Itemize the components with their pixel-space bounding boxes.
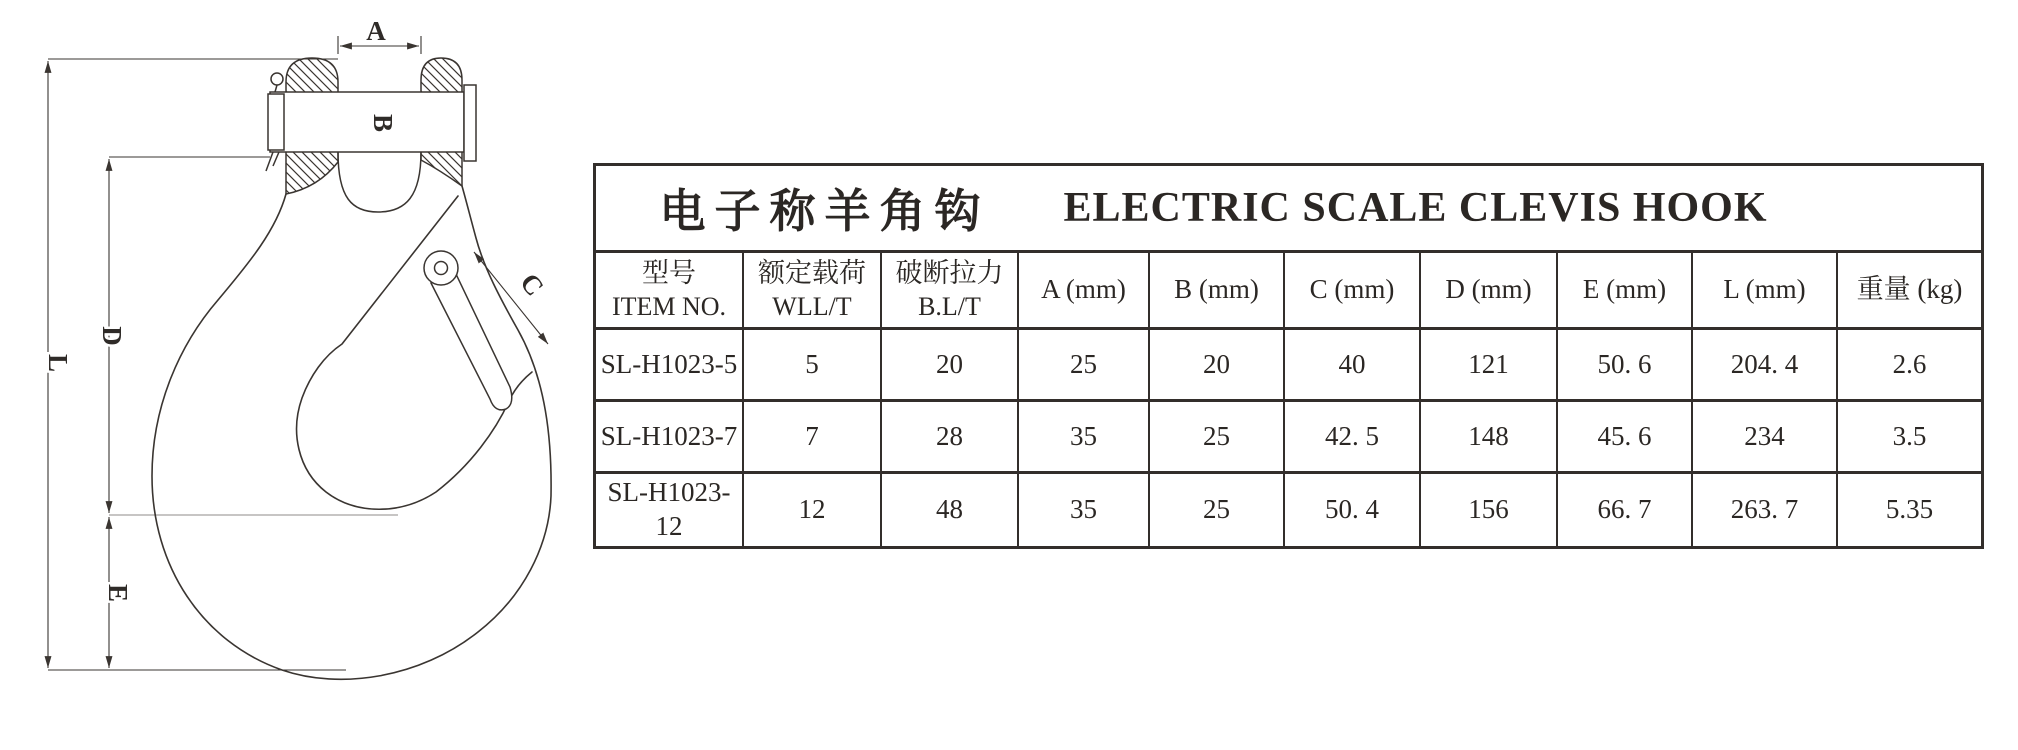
dim-label-L: L <box>43 353 73 373</box>
table-cell: 148 <box>1421 402 1558 474</box>
dim-label-A: A <box>366 16 386 46</box>
table-cell: SL-H1023-12 <box>596 474 744 546</box>
col-header-c: C (mm) <box>1285 253 1421 330</box>
table-cell: SL-H1023-7 <box>596 402 744 474</box>
table-cell: 40 <box>1285 330 1421 402</box>
latch-arm <box>431 274 512 410</box>
dim-label-E: E <box>103 583 133 603</box>
safety-latch <box>424 251 512 410</box>
table-cell: 3.5 <box>1838 402 1981 474</box>
table-cell: 25 <box>1150 474 1285 546</box>
col-header-weight: 重量 (kg) <box>1838 253 1981 330</box>
table-cell: 25 <box>1019 330 1150 402</box>
col-header-e: E (mm) <box>1558 253 1693 330</box>
col-header-l: L (mm) <box>1693 253 1838 330</box>
dim-label-B: B <box>368 113 398 133</box>
table-cell: 121 <box>1421 330 1558 402</box>
table-cell: SL-H1023-5 <box>596 330 744 402</box>
latch-pivot-hole <box>435 262 448 275</box>
spec-grid <box>596 253 1981 546</box>
table-cell: 20 <box>882 330 1019 402</box>
table-cell: 25 <box>1150 402 1285 474</box>
clevis-saddle <box>338 152 421 212</box>
pin-cap-right <box>464 85 476 161</box>
dim-label-C: C <box>514 267 550 302</box>
table-cell: 45. 6 <box>1558 402 1693 474</box>
hook-body <box>152 186 551 679</box>
col-header-wll: 额定载荷 WLL/T <box>744 253 882 330</box>
hook-technical-drawing <box>6 0 606 750</box>
table-title-cn: 电子称羊角钩 <box>659 186 990 237</box>
table-title-en: ELECTRIC SCALE CLEVIS HOOK <box>1063 185 1768 231</box>
spec-table <box>593 163 1984 549</box>
table-cell: 28 <box>882 402 1019 474</box>
table-cell: 234 <box>1693 402 1838 474</box>
table-cell: 7 <box>744 402 882 474</box>
table-cell: 50. 6 <box>1558 330 1693 402</box>
clevis-pin <box>270 92 464 152</box>
table-cell: 35 <box>1019 474 1150 546</box>
table-cell: 42. 5 <box>1285 402 1421 474</box>
table-cell: 5.35 <box>1885 494 1934 525</box>
dim-label-D: D <box>97 326 127 346</box>
table-title-row <box>596 166 1981 253</box>
table-cell: 20 <box>1150 330 1285 402</box>
table-cell: 48 <box>882 474 1019 546</box>
pin-head-left <box>268 94 284 150</box>
clevis-assembly <box>266 58 476 212</box>
table-cell: 204. 4 <box>1693 330 1838 402</box>
table-cell: 12 <box>744 474 882 546</box>
cotter-pin-ring <box>271 73 283 85</box>
table-cell: 66. 7 <box>1558 474 1693 546</box>
col-header-bl: 破断拉力 B.L/T <box>882 253 1019 330</box>
col-header-a: A (mm) <box>1019 253 1150 330</box>
table-cell: 35 <box>1019 402 1150 474</box>
col-header-b: B (mm) <box>1150 253 1285 330</box>
col-header-item-no: 型号 ITEM NO. <box>596 253 744 330</box>
table-cell: 2.6 <box>1838 330 1981 402</box>
col-header-d: D (mm) <box>1421 253 1558 330</box>
table-cell: 5 <box>744 330 882 402</box>
table-cell: 50. 4 <box>1285 474 1421 546</box>
table-cell: 263. 7 <box>1693 474 1838 546</box>
table-cell: 156 <box>1421 474 1558 546</box>
